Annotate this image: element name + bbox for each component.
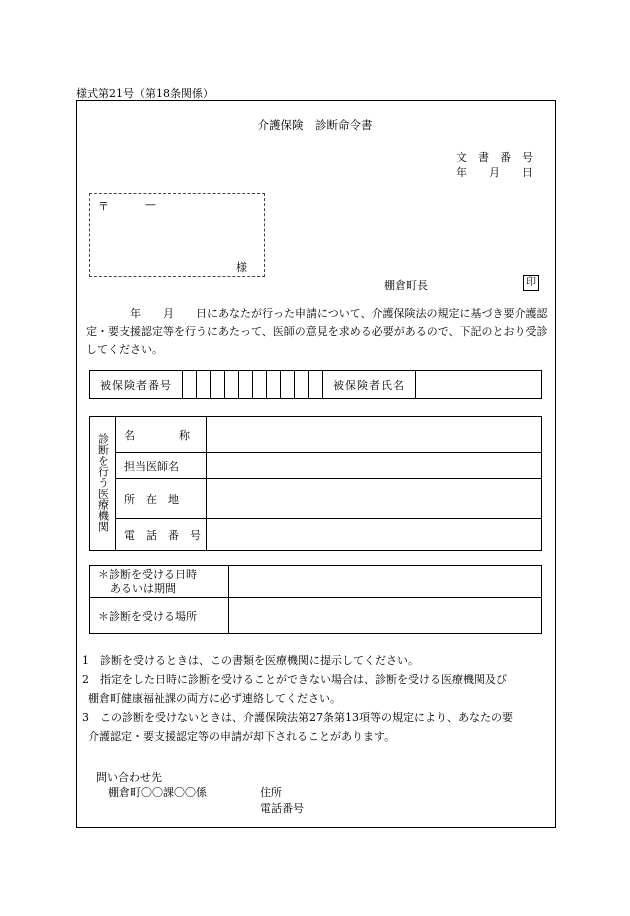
insured-number-cell[interactable] xyxy=(295,371,309,399)
facility-phone-field[interactable] xyxy=(207,519,542,551)
honorific: 様 xyxy=(236,261,247,274)
insured-number-cell[interactable] xyxy=(197,371,211,399)
note-item: 3 この診断を受けないときは、介護保険法第27条第13項等の規定により、あなたの要 xyxy=(82,711,513,724)
notes xyxy=(82,651,552,746)
facility-address-field[interactable] xyxy=(207,479,542,519)
form-number: 様式第21号（第18条関係） xyxy=(76,87,214,100)
insured-number-cell[interactable] xyxy=(253,371,267,399)
note-item: 介護認定・要支援認定等の申請が却下されることがあります。 xyxy=(88,730,396,743)
insured-number-cell[interactable] xyxy=(183,371,197,399)
facility-name-field[interactable] xyxy=(207,417,542,453)
facility-address-label: 所 在 地 xyxy=(116,479,207,519)
insured-number-cell[interactable] xyxy=(281,371,295,399)
insured-name-field[interactable] xyxy=(416,371,542,399)
document-number-label: 文 書 番 号 xyxy=(456,151,533,164)
contact-heading: 問い合わせ先 xyxy=(96,771,162,784)
date-label: 年 月 日 xyxy=(456,166,533,179)
address-box xyxy=(89,193,265,277)
doctor-name-label: 担当医師名 xyxy=(116,453,207,479)
schedule-place-label: ＊診断を受ける場所 xyxy=(90,598,229,634)
doctor-name-field[interactable] xyxy=(207,453,542,479)
schedule-place-field[interactable] xyxy=(229,598,542,634)
facility-name-label: 名 称 xyxy=(116,417,207,453)
insured-number-cell[interactable] xyxy=(267,371,281,399)
schedule-datetime-field[interactable] xyxy=(229,566,542,598)
note-item: 1 診断を受けるときは、この書類を医療機関に提示してください。 xyxy=(82,654,419,667)
page-title: 介護保険 診断命令書 xyxy=(257,118,373,132)
contact-dept: 棚倉町〇〇課〇〇係 xyxy=(108,786,207,799)
insured-number-cell[interactable] xyxy=(211,371,225,399)
schedule-table xyxy=(89,565,542,634)
postal-dash: — xyxy=(145,198,156,211)
insured-number-cell[interactable] xyxy=(225,371,239,399)
insured-number-cell[interactable] xyxy=(309,371,323,399)
insured-table xyxy=(89,370,542,399)
body-paragraph xyxy=(86,305,554,359)
insured-number-label: 被保険者番号 xyxy=(90,371,183,399)
contact-address: 住所 xyxy=(260,786,282,799)
facility-table xyxy=(89,416,542,551)
insured-name-label: 被保険者氏名 xyxy=(323,371,416,399)
note-item: 2 指定をした日時に診断を受けることができない場合は、診断を受ける医療機関及び xyxy=(82,673,507,686)
schedule-datetime-line1: ＊診断を受ける日時 xyxy=(98,567,197,581)
facility-phone-label: 電 話 番 号 xyxy=(116,519,207,551)
insured-number-cell[interactable] xyxy=(239,371,253,399)
body-text: 年 月 日にあなたが行った申請について、介護保険法の規定に基づき要介護認定・要支援認定等を行うにあたって、医師の意見を求める必要があるので、下記のとおり受診してください。 xyxy=(86,307,548,356)
facility-group-label xyxy=(90,417,116,551)
note-item: 棚倉町健康福祉課の両方に必ず連絡してください。 xyxy=(88,692,341,705)
facility-group-text: 診断を行う医療機関 xyxy=(96,432,110,532)
issuer: 棚倉町長 xyxy=(384,279,428,292)
schedule-datetime-label xyxy=(90,566,229,598)
seal-stamp: 印 xyxy=(523,275,539,291)
postal-mark: 〒 xyxy=(98,200,109,213)
contact-phone: 電話番号 xyxy=(260,802,304,815)
schedule-datetime-line2: あるいは期間 xyxy=(110,581,176,595)
